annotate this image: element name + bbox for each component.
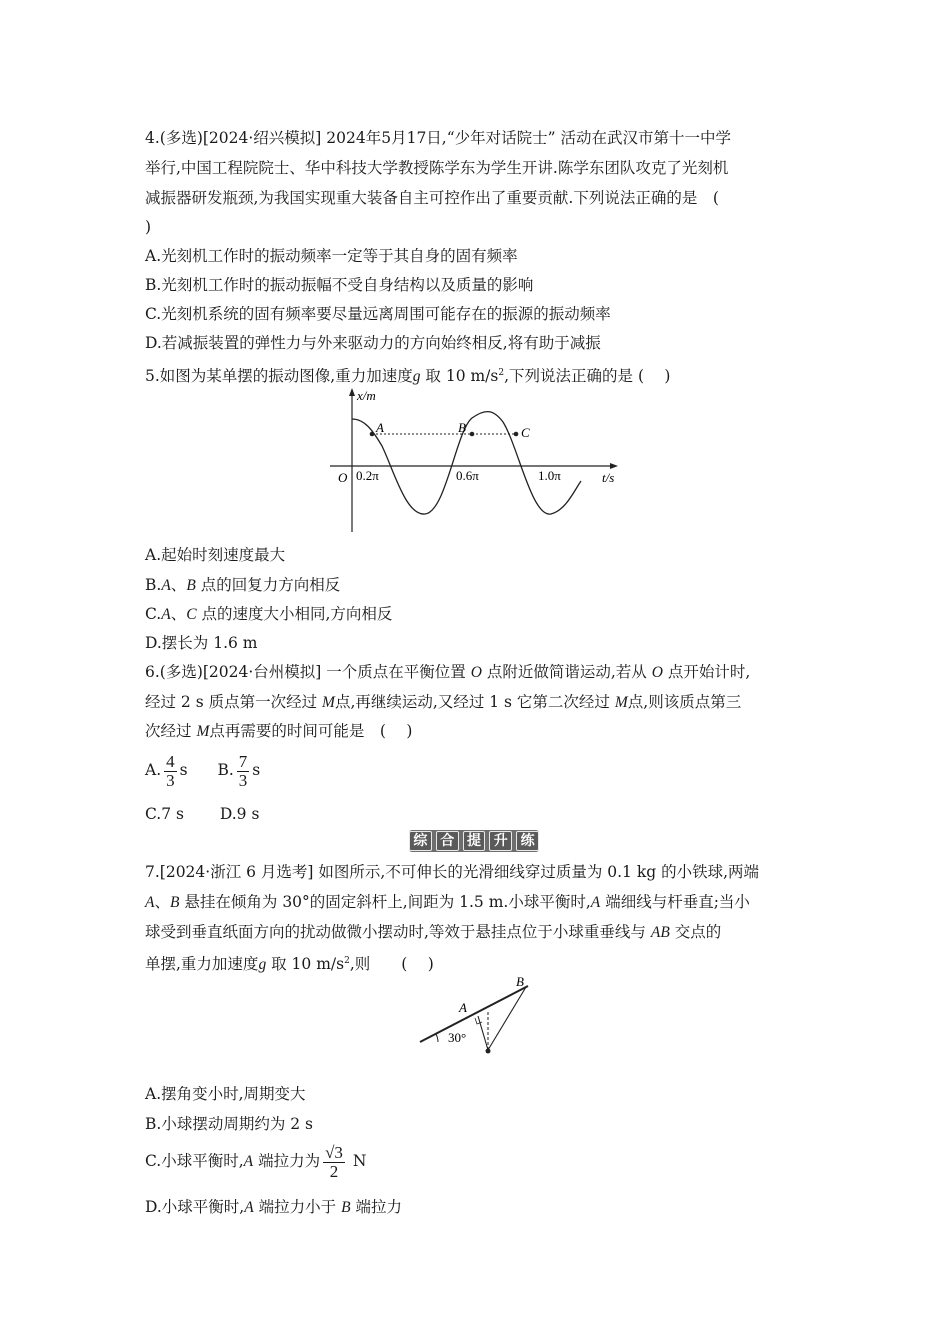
q7-option-c-den: 2 (329, 1161, 339, 1181)
q7-option-c-num: √3 (325, 1142, 343, 1162)
q4-stem-line-1: 4.(多选)[2024·绍兴模拟] 2024年5月17日,“少年对话院士” 活动在武汉市第十一中学 (145, 129, 732, 147)
q5-stem-text-c: ,下列说法正确的是 ( ) (504, 367, 671, 386)
q5-option-d: D.摆长为 1.6 m (145, 634, 258, 652)
q7-l4-c: ,则 ( ) (349, 955, 434, 974)
q5-stem-g: g (412, 368, 421, 386)
string-a (478, 1016, 488, 1050)
q5-option-c-sep: 、 (170, 605, 187, 623)
q6-option-b-fraction (237, 753, 250, 790)
q6-l1-o2: O (651, 664, 663, 681)
y-axis-arrow (349, 388, 355, 396)
banner-char-3: 提 (463, 831, 486, 851)
q7-option-a: A.摆角变小时,周期变大 (145, 1085, 306, 1103)
q5-stem-text-a: 5.如图为某单摆的振动图像,重力加速度 (145, 367, 413, 386)
q6-l2-b: 点,再继续运动,又经过 1 s 它第二次经过 (334, 693, 610, 711)
q7-l4-b: 取 10 m/s (271, 955, 345, 974)
q7-option-c-prefix: C.小球平衡时, (145, 1152, 244, 1170)
q6-option-a-den: 3 (166, 770, 175, 790)
q5-option-c (145, 604, 392, 625)
point-b-label: B (458, 420, 466, 435)
q7-l2-text: 悬挂在倾角为 30°的固定斜杆上,间距为 1.5 m.小球平衡时, (184, 893, 591, 911)
point-c-label: C (521, 425, 530, 440)
q7-l3-b: 交点的 (674, 923, 722, 941)
point-a-label: A (376, 420, 384, 435)
q6-option-a-num: 4 (166, 751, 175, 771)
q7-option-c-fraction (323, 1144, 345, 1181)
q6-stem-line-3 (145, 721, 412, 742)
q7-l3-ab: AB (650, 924, 670, 941)
tick-label-0: 0.2π (356, 468, 379, 483)
q7-option-d (145, 1197, 402, 1218)
oscillation-curve (352, 412, 581, 515)
q5-option-a: A.起始时刻速度最大 (145, 546, 286, 564)
q4-option-b: B.光刻机工作时的振动振幅不受自身结构以及质量的影响 (145, 276, 534, 294)
q5-option-c-c: C (186, 606, 197, 623)
angle-arc (436, 1034, 438, 1042)
tick-label-2: 1.0π (538, 468, 561, 483)
point-a (370, 432, 375, 437)
q4-stem-line-4: ) (145, 218, 152, 236)
q7-option-c-text: 端拉力为 (258, 1152, 321, 1170)
q4-option-a: A.光刻机工作时的振动频率一定等于其自身的固有频率 (145, 247, 518, 265)
ball (486, 1049, 491, 1054)
q6-l3-m: M (196, 723, 210, 740)
q7-incline-figure (416, 972, 536, 1058)
q5-option-c-a: A (161, 606, 171, 623)
tick-label-1: 0.6π (456, 468, 479, 483)
q6-l1-b: 点附近做简谐运动,若从 (486, 663, 647, 681)
point-c (514, 432, 519, 437)
q4-option-d: D.若减振装置的弹性力与外来驱动力的方向始终相反,将有助于减振 (145, 334, 601, 352)
q6-l1-o: O (470, 664, 482, 681)
q7-option-d-prefix: D.小球平衡时, (145, 1198, 245, 1216)
q6-l2-c: 点,则该质点第三 (627, 693, 742, 711)
q7-option-c-a: A (243, 1153, 254, 1170)
q6-l2-a: 经过 2 s 质点第一次经过 (145, 693, 318, 711)
q5-option-b-text: 点的回复力方向相反 (200, 576, 341, 594)
q5-option-b-sep: 、 (170, 576, 187, 594)
angle-label: 30° (448, 1030, 467, 1045)
x-axis-label: t/s (602, 470, 615, 485)
section-banner (409, 830, 539, 852)
q6-option-b-unit: s (252, 761, 261, 779)
q6-options-cd (145, 804, 259, 824)
q6-option-b-num: 7 (238, 751, 248, 771)
label-a: A (459, 1000, 467, 1015)
origin-label: O (338, 470, 348, 485)
x-axis-arrow (610, 463, 618, 469)
q6-option-b-prefix: B. (217, 761, 234, 779)
q7-option-d-text-post: 端拉力 (355, 1198, 402, 1216)
q7-option-d-text: 端拉力小于 (258, 1198, 342, 1216)
q7-l2-sep: 、 (154, 893, 170, 911)
q7-l2-b-letter: B (169, 894, 180, 911)
y-axis-label: x/m (357, 388, 376, 403)
q4-stem-line-2: 举行,中国工程院院士、华中科技大学教授陈学东为学生开讲.陈学东团队攻克了光刻机 (145, 159, 729, 177)
q6-option-d: D.9 s (219, 805, 260, 823)
q5-oscillation-graph (326, 386, 626, 536)
q7-l4-g: g (258, 956, 267, 974)
q6-l2-m: M (322, 694, 335, 711)
q5-option-c-prefix: C. (145, 605, 162, 623)
q6-option-a-prefix: A. (145, 761, 162, 779)
q6-options-ab (145, 751, 260, 790)
q6-option-a-unit: s (179, 761, 188, 779)
q4-stem-line-3: 减振器研发瓶颈,为我国实现重大装备自主可控作出了重要贡献.下列说法正确的是 ( (145, 189, 719, 207)
q7-l2-text-c: 端细线与杆垂直;当小 (605, 893, 750, 911)
q7-l2-a: A (145, 894, 155, 911)
incline-rod (420, 986, 528, 1042)
q6-l3-b: 点再需要的时间可能是 ( ) (209, 722, 413, 740)
q5-option-c-text: 点的速度大小相同,方向相反 (201, 605, 393, 623)
q7-l3-a: 球受到垂直纸面方向的扰动做微小摆动时,等效于悬挂点位于小球重垂线与 (145, 923, 646, 941)
q7-option-d-b: B (341, 1199, 351, 1216)
q7-stem-line-2 (145, 892, 750, 913)
q5-stem-text-b: 取 10 m/s (425, 367, 499, 386)
q6-option-a-fraction (164, 753, 177, 790)
q4-option-c: C.光刻机系统的固有频率要尽量远离周围可能存在的振源的振动频率 (145, 305, 611, 323)
q6-stem-line-1 (145, 662, 750, 683)
q7-option-d-a: A (244, 1199, 254, 1216)
q5-stem (145, 363, 670, 387)
q7-stem-line-3 (145, 922, 721, 943)
q7-option-b: B.小球摆动周期约为 2 s (145, 1115, 313, 1133)
q6-l2-m2: M (614, 694, 628, 711)
q7-l4-sup: 2 (344, 956, 350, 966)
banner-char-2: 合 (436, 831, 459, 851)
q5-option-b (145, 575, 340, 596)
q6-l3-a: 次经过 (145, 722, 192, 740)
q7-option-c-unit: N (352, 1152, 367, 1170)
q5-option-b-prefix: B. (145, 576, 162, 594)
q6-option-c: C.7 s (145, 805, 184, 823)
q7-option-c (145, 1141, 366, 1182)
q5-stem-sup: 2 (498, 368, 505, 378)
banner-char-1: 综 (409, 831, 432, 851)
q7-stem-line-1: 7.[2024·浙江 6 月选考] 如图所示,不可伸长的光滑细线穿过质量为 0.1 kg 的小铁球,两端 (145, 863, 760, 881)
label-b: B (516, 974, 524, 989)
q6-l1-a: 6.(多选)[2024·台州模拟] 一个质点在平衡位置 (145, 663, 466, 681)
banner-char-5: 练 (516, 831, 539, 851)
point-b (470, 432, 475, 437)
banner-char-4: 升 (489, 831, 512, 851)
q6-l1-c: 点开始计时, (667, 663, 751, 681)
q6-stem-line-2 (145, 692, 741, 713)
q7-stem-line-4 (145, 951, 434, 975)
q5-option-b-a: A (161, 577, 171, 594)
q7-l2-a2: A (590, 894, 601, 911)
q6-option-b-den: 3 (238, 770, 248, 790)
q7-l4-a: 单摆,重力加速度 (145, 955, 259, 974)
q5-option-b-b: B (186, 577, 196, 594)
